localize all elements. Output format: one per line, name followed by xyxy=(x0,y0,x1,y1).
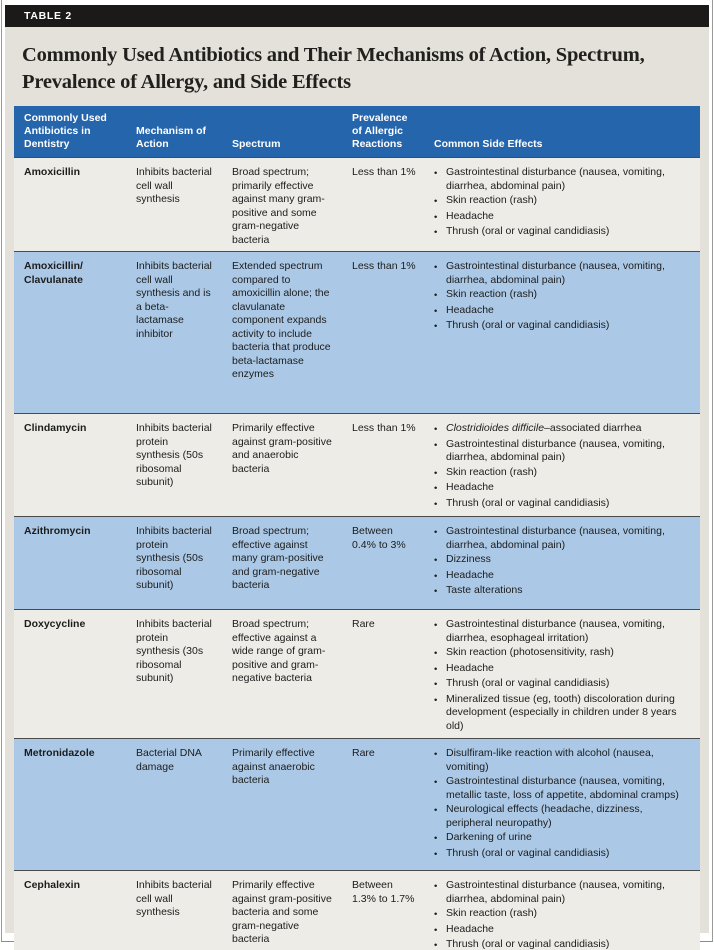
side-effect-text: Gastrointestinal disturbance (nausea, vomiting, diarrhea, abdominal pain) xyxy=(446,166,665,192)
side-effect-text: Thrush (oral or vaginal candidiasis) xyxy=(446,225,610,238)
table-row-amoxicillin-clavulanate xyxy=(14,252,700,414)
table-row-metronidazole xyxy=(14,739,700,871)
drug-name-cell: Clindamycin xyxy=(14,414,126,517)
side-effect-text: Skin reaction (rash) xyxy=(446,465,538,478)
side-effect-text: Disulfiram-like reaction with alcohol (nausea, vomiting) xyxy=(446,747,654,773)
side-effects-cell xyxy=(424,610,700,739)
side-effect-item xyxy=(434,319,692,334)
drug-name-cell: Metronidazole xyxy=(14,739,126,871)
prevalence-cell: Less than 1% xyxy=(342,158,424,252)
bullet-icon: • xyxy=(434,570,438,582)
bullet-icon: • xyxy=(434,424,438,436)
antibiotics-table xyxy=(14,106,700,950)
side-effect-text: Thrush (oral or vaginal candidiasis) xyxy=(446,319,610,332)
bullet-icon: • xyxy=(434,648,438,660)
side-effect-text: Thrush (oral or vaginal candidiasis) xyxy=(446,677,610,690)
bullet-icon: • xyxy=(434,168,438,180)
table-title-line: Commonly Used Antibiotics and Their Mechanisms of Action, Spectrum, xyxy=(22,44,645,66)
side-effect-text: Headache xyxy=(446,661,494,674)
bullet-icon: • xyxy=(434,833,438,845)
side-effect-item xyxy=(434,693,692,734)
mechanism-cell: Inhibits bacterial cell wall synthesis and is a beta-lactamase inhibitor xyxy=(126,252,222,414)
side-effect-item xyxy=(434,438,692,465)
side-effect-text: Neurological effects (headache, dizziness, peripheral neuropathy) xyxy=(446,803,643,829)
bullet-icon: • xyxy=(434,211,438,223)
side-effect-text: Gastrointestinal disturbance (nausea, vomiting, diarrhea, abdominal pain) xyxy=(446,879,665,905)
side-effect-text: Thrush (oral or vaginal candidiasis) xyxy=(446,938,610,950)
prevalence-cell: Less than 1% xyxy=(342,414,424,517)
side-effect-text: Clostridioides difficile–associated diarrhea xyxy=(446,422,642,435)
bullet-icon: • xyxy=(434,777,438,789)
side-effect-item xyxy=(434,747,692,774)
drug-name-cell: Amoxicillin xyxy=(14,158,126,252)
side-effect-text: Gastrointestinal disturbance (nausea, vomiting, metallic taste, loss of appetite, abdominal cramps) xyxy=(446,775,679,801)
side-effect-item xyxy=(434,879,692,906)
side-effect-text: Skin reaction (rash) xyxy=(446,194,538,207)
bullet-icon: • xyxy=(434,467,438,479)
bullet-icon: • xyxy=(434,196,438,208)
side-effect-text: Headache xyxy=(446,481,494,494)
side-effect-text: Gastrointestinal disturbance (nausea, vomiting, diarrhea, esophageal irritation) xyxy=(446,618,665,644)
prevalence-cell: Rare xyxy=(342,739,424,871)
bullet-icon: • xyxy=(434,321,438,333)
side-effect-text: Darkening of urine xyxy=(446,831,532,844)
spectrum-cell: Broad spectrum; effective against many gram-positive and gram-negative bacteria xyxy=(222,517,342,610)
spectrum-cell: Broad spectrum; effective against a wide range of gram-positive and gram-negative bacteria xyxy=(222,610,342,739)
side-effect-item xyxy=(434,803,692,830)
column-header-mechanism: Mechanism of Action xyxy=(126,106,222,158)
mechanism-cell: Bacterial DNA damage xyxy=(126,739,222,871)
side-effect-text: Skin reaction (rash) xyxy=(446,288,538,301)
side-effect-text: Dizziness xyxy=(446,553,491,566)
table-tag-label: TABLE 2 xyxy=(24,10,72,22)
bullet-icon: • xyxy=(434,940,438,950)
spectrum-cell: Primarily effective against gram-positive and anaerobic bacteria xyxy=(222,414,342,517)
column-header-side-effects: Common Side Effects xyxy=(424,106,700,158)
side-effect-text: Gastrointestinal disturbance (nausea, vomiting, diarrhea, abdominal pain) xyxy=(446,525,665,551)
prevalence-cell: Between 0.4% to 3% xyxy=(342,517,424,610)
side-effect-text: Headache xyxy=(446,209,494,222)
side-effect-text: Mineralized tissue (eg, tooth) discoloration during development (especially in children under 8 years old) xyxy=(446,692,677,732)
table-header-row xyxy=(14,106,700,158)
bullet-icon: • xyxy=(434,586,438,598)
bullet-icon: • xyxy=(434,909,438,921)
drug-name-cell: Amoxicillin/ Clavulanate xyxy=(14,252,126,414)
side-effect-item xyxy=(434,210,692,225)
spectrum-cell: Primarily effective against gram-positive bacteria and some gram-negative bacteria xyxy=(222,871,342,950)
side-effect-item xyxy=(434,662,692,677)
mechanism-cell: Inhibits bacterial protein synthesis (50s ribosomal subunit) xyxy=(126,517,222,610)
page-border-left xyxy=(1,0,2,942)
side-effect-text: Skin reaction (photosensitivity, rash) xyxy=(446,646,614,659)
side-effects-cell xyxy=(424,739,700,871)
side-effect-item xyxy=(434,646,692,661)
bullet-icon: • xyxy=(434,290,438,302)
table-title-line: Prevalence of Allergy, and Side Effects xyxy=(22,71,351,94)
bullet-icon: • xyxy=(434,483,438,495)
mechanism-cell: Inhibits bacterial protein synthesis (30s ribosomal subunit) xyxy=(126,610,222,739)
side-effect-item xyxy=(434,553,692,568)
drug-name-cell: Cephalexin xyxy=(14,871,126,950)
table-body xyxy=(14,158,700,950)
column-header-spectrum: Spectrum xyxy=(222,106,342,158)
side-effect-text: Gastrointestinal disturbance (nausea, vomiting, diarrhea, abdominal pain) xyxy=(446,260,665,286)
prevalence-cell: Rare xyxy=(342,610,424,739)
bullet-icon: • xyxy=(434,848,438,860)
table-header xyxy=(14,106,700,158)
column-header-antibiotics: Commonly Used Antibiotics in Dentistry xyxy=(14,106,126,158)
bullet-icon: • xyxy=(434,555,438,567)
table-row-doxycycline xyxy=(14,610,700,739)
side-effect-item xyxy=(434,481,692,496)
drug-name-cell: Azithromycin xyxy=(14,517,126,610)
table-card xyxy=(5,27,709,950)
mechanism-cell: Inhibits bacterial cell wall synthesis xyxy=(126,871,222,950)
side-effect-item xyxy=(434,847,692,862)
drug-name-cell: Doxycycline xyxy=(14,610,126,739)
side-effect-item xyxy=(434,497,692,512)
prevalence-cell: Between 1.3% to 1.7% xyxy=(342,871,424,950)
page-border-right xyxy=(712,0,713,942)
bullet-icon: • xyxy=(434,620,438,632)
side-effects-cell xyxy=(424,414,700,517)
bullet-icon: • xyxy=(434,881,438,893)
side-effect-item xyxy=(434,288,692,303)
side-effects-cell xyxy=(424,158,700,252)
side-effect-item xyxy=(434,194,692,209)
side-effect-item xyxy=(434,166,692,193)
spectrum-cell: Primarily effective against anaerobic bacteria xyxy=(222,739,342,871)
side-effect-item xyxy=(434,584,692,599)
bullet-icon: • xyxy=(434,663,438,675)
bullet-icon: • xyxy=(434,262,438,274)
side-effect-text: Gastrointestinal disturbance (nausea, vomiting, diarrhea, abdominal pain) xyxy=(446,437,665,464)
side-effects-cell xyxy=(424,252,700,414)
mechanism-cell: Inhibits bacterial cell wall synthesis xyxy=(126,158,222,252)
side-effect-text: Headache xyxy=(446,568,494,581)
side-effect-item xyxy=(434,304,692,319)
prevalence-cell: Less than 1% xyxy=(342,252,424,414)
bullet-icon: • xyxy=(434,227,438,239)
side-effect-text: Skin reaction (rash) xyxy=(446,907,538,920)
spectrum-cell: Extended spectrum compared to amoxicillin alone; the clavulanate component expands activity to include bacteria that produce beta-lactamase enzymes xyxy=(222,252,342,414)
side-effect-item xyxy=(434,260,692,287)
table-row-azithromycin xyxy=(14,517,700,610)
bullet-icon: • xyxy=(434,498,438,510)
bullet-icon: • xyxy=(434,527,438,539)
side-effect-text: Taste alterations xyxy=(446,584,523,597)
column-header-prevalence: Prevalence of Allergic Reactions xyxy=(342,106,424,158)
bullet-icon: • xyxy=(434,749,438,761)
side-effect-text: Headache xyxy=(446,922,494,935)
side-effect-item xyxy=(434,569,692,584)
side-effect-item xyxy=(434,831,692,846)
side-effect-item xyxy=(434,618,692,645)
side-effect-item xyxy=(434,525,692,552)
table-tag-bar xyxy=(5,5,709,27)
table-row-cephalexin xyxy=(14,871,700,950)
bullet-icon: • xyxy=(434,924,438,936)
table-title xyxy=(5,27,709,96)
mechanism-cell: Inhibits bacterial protein synthesis (50s ribosomal subunit) xyxy=(126,414,222,517)
side-effect-item xyxy=(434,907,692,922)
bullet-icon: • xyxy=(434,805,438,817)
side-effect-item xyxy=(434,466,692,481)
side-effect-text: Thrush (oral or vaginal candidiasis) xyxy=(446,846,610,859)
bullet-icon: • xyxy=(434,305,438,317)
bullet-icon: • xyxy=(434,694,438,706)
side-effect-item xyxy=(434,938,692,950)
antibiotics-table-wrapper xyxy=(14,106,700,950)
side-effects-cell xyxy=(424,871,700,950)
side-effect-item xyxy=(434,775,692,802)
spectrum-cell: Broad spectrum; primarily effective against many gram-positive and some gram-negative bacteria xyxy=(222,158,342,252)
bullet-icon: • xyxy=(434,679,438,691)
bullet-icon: • xyxy=(434,439,438,451)
side-effect-item xyxy=(434,225,692,240)
side-effect-item xyxy=(434,677,692,692)
side-effects-cell xyxy=(424,517,700,610)
table-row-clindamycin xyxy=(14,414,700,517)
side-effect-item xyxy=(434,422,692,437)
side-effect-text: Headache xyxy=(446,303,494,316)
side-effect-text: Thrush (oral or vaginal candidiasis) xyxy=(446,496,610,509)
table-row-amoxicillin xyxy=(14,158,700,252)
side-effect-item xyxy=(434,923,692,938)
